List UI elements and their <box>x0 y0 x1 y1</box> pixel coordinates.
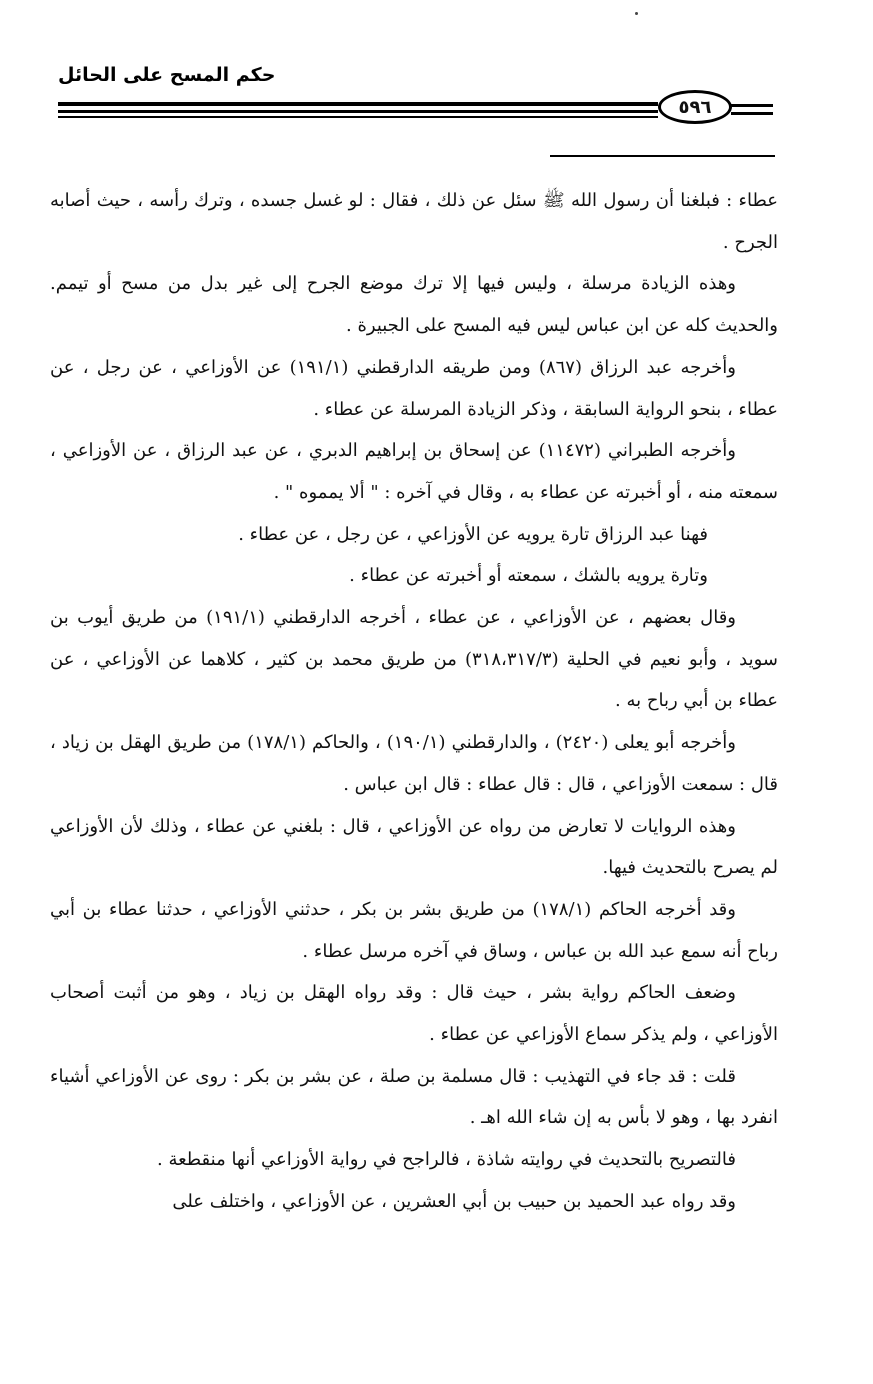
header-rule-thick <box>58 102 658 106</box>
paragraph: وهذه الزيادة مرسلة ، وليس فيها إلا ترك موضع الجرح إلى غير بدل من مسح أو تيمم. والحديث كله عن ابن عباس ليس فيه المسح على الجبيرة . <box>50 273 778 337</box>
header-rule-thin <box>58 116 658 118</box>
paragraph: وقال بعضهم ، عن الأوزاعي ، عن عطاء ، أخرجه الدارقطني (١٩١/١) من طريق أيوب بن سويد ، وأبو نعيم في الحلية (٣١٨،٣١٧/٣) من طريق محمد بن كثير ، كلاهما عن الأوزاعي ، عن عطاء بن أبي رباح به . <box>50 607 778 712</box>
paragraph: وأخرجه الطبراني (١١٤٧٢) عن إسحاق بن إبراهيم الدبري ، عن عبد الرزاق ، عن الأوزاعي ، سمعته منه ، أو أخبرته عن عطاء به ، وقال في آخره : " ألا يمموه " . <box>50 440 778 503</box>
paragraph: وقد أخرجه الحاكم (١٧٨/١) من طريق بشر بن بكر ، حدثني الأوزاعي ، حدثنا عطاء بن أبي رباح أنه سمع عبد الله بن عباس ، وساق في آخره مرسل عطاء . <box>50 898 778 962</box>
paragraph: قلت : قد جاء في التهذيب : قال مسلمة بن صلة ، عن بشر بن بكر : روى عن الأوزاعي أشياء انفرد بها ، وهو لا بأس به إن شاء الله اهـ . <box>50 1065 778 1129</box>
page-number-oval <box>658 90 732 124</box>
paragraph: وأخرجه أبو يعلى (٢٤٢٠) ، والدارقطني (١٩٠/١) ، والحاكم (١٧٨/١) من طريق الهقل بن زياد ، قال : سمعت الأوزاعي ، قال : قال عطاء : قال ابن عباس . <box>50 732 778 795</box>
header-rule-middle <box>58 110 658 113</box>
page-header <box>58 60 773 130</box>
page-number: ٥٩٦ <box>678 96 712 118</box>
scan-speck <box>635 12 638 15</box>
paragraph: وتارة يرويه بالشك ، سمعته أو أخبرته عن عطاء . <box>349 565 708 587</box>
paragraph: وهذه الروايات لا تعارض من رواه عن الأوزاعي ، قال : بلغني عن عطاء ، وذلك لأن الأوزاعي لم يصرح بالتحديث فيها. <box>50 815 778 879</box>
header-rule-right-top <box>731 104 773 107</box>
paragraph: وضعف الحاكم رواية بشر ، حيث قال : وقد رواه الهقل بن زياد ، وهو من أثبت أصحاب الأوزاعي ، ولم يذكر سماع الأوزاعي عن عطاء . <box>50 982 778 1046</box>
body-text <box>50 180 778 1223</box>
header-rule-right-bottom <box>731 112 773 115</box>
paragraph: فالتصريح بالتحديث في روايته شاذة ، فالراجح في رواية الأوزاعي أنها منقطعة . <box>157 1149 736 1171</box>
paragraph: وأخرجه عبد الرزاق (٨٦٧) ومن طريقه الدارقطني (١٩١/١) عن الأوزاعي ، عن رجل ، عن عطاء ، بنحو الرواية السابقة ، وذكر الزيادة المرسلة عن عطاء . <box>50 356 778 420</box>
paragraph: وقد رواه عبد الحميد بن حبيب بن أبي العشرين ، عن الأوزاعي ، واختلف على <box>172 1190 736 1212</box>
continuation-separator <box>550 155 775 157</box>
running-book-title: حكم المسح على الحائل <box>58 64 276 86</box>
paragraph: فهنا عبد الرزاق تارة يرويه عن الأوزاعي ، عن رجل ، عن عطاء . <box>238 523 708 545</box>
paragraph: عطاء : فبلغنا أن رسول الله ﷺ سئل عن ذلك ، فقال : لو غسل جسده ، وترك رأسه ، حيث أصابه الجرح . <box>50 190 778 253</box>
